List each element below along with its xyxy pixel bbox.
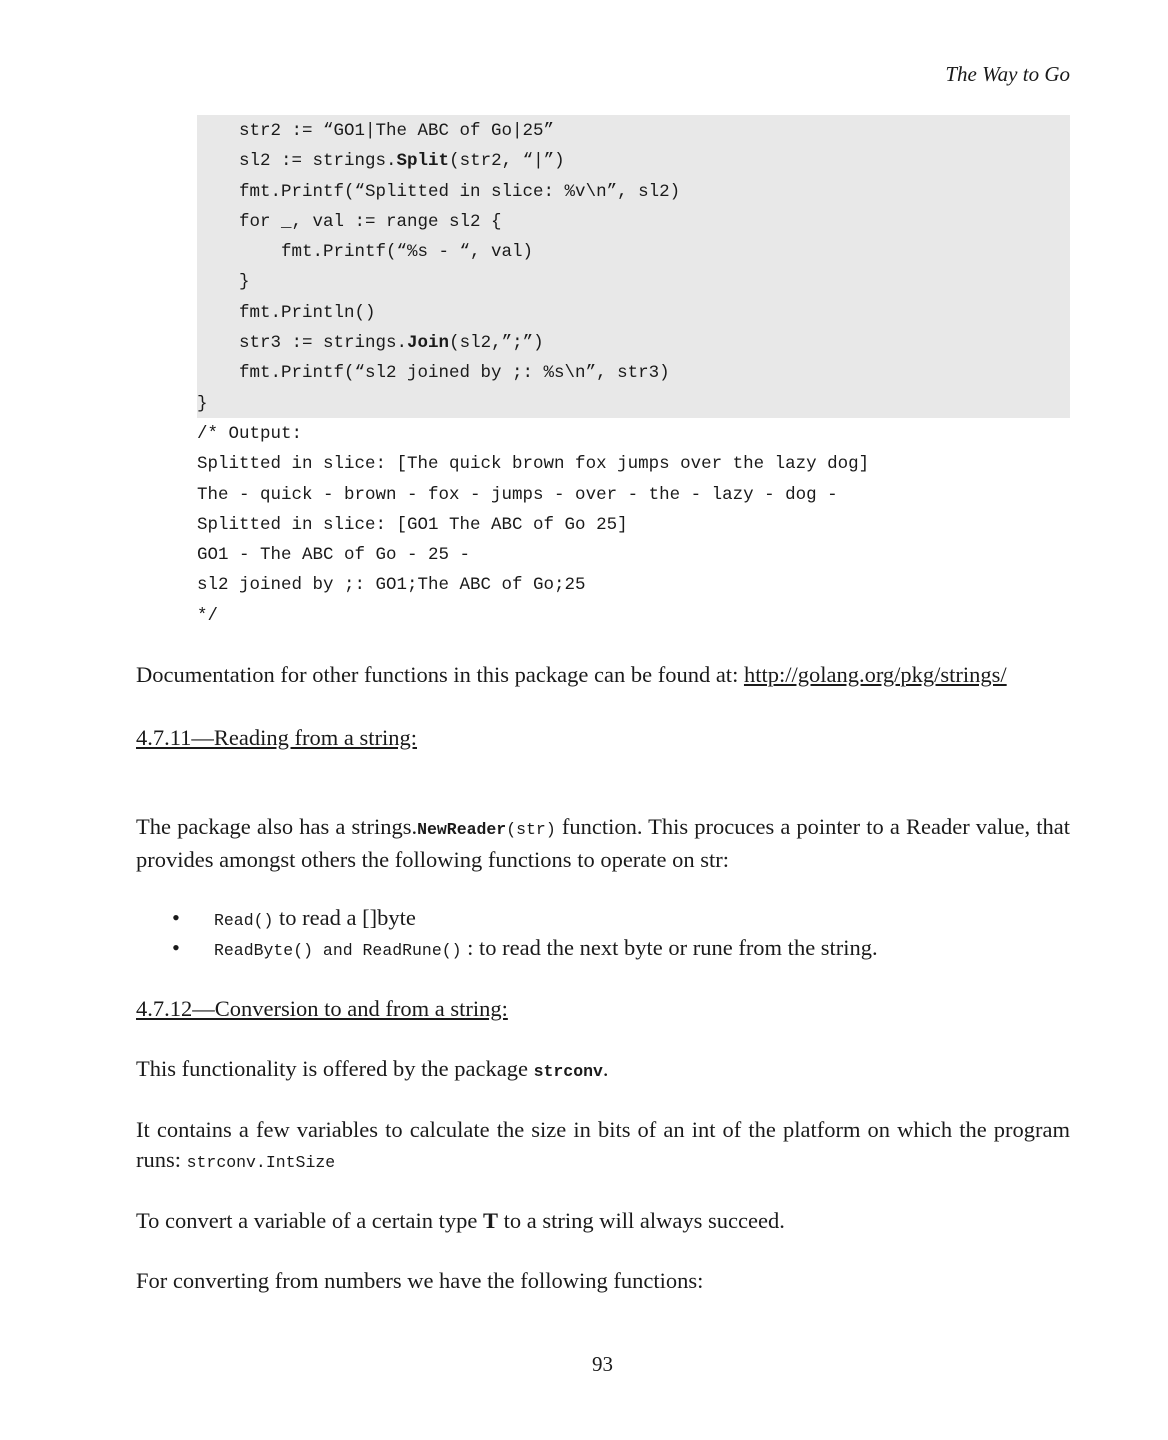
output-line: /* Output: [197,423,303,444]
output-line: Splitted in slice: [The quick brown fox jumps over the lazy dog] [197,454,870,475]
section-heading-4-7-12: 4.7.12—Conversion to and from a string: [136,996,508,1021]
output-line: The - quick - brown - fox - jumps - over - the - lazy - dog - [197,484,838,505]
bullet-icon: • [172,905,180,930]
code-block [197,116,869,631]
code-line: str2 := “GO1|The ABC of Go|25” [197,121,555,141]
code-line: } [197,393,208,414]
bullet-icon: • [172,935,180,960]
bullet-item: ReadByte() and ReadRune() : to read the next byte or rune from the string. [214,935,878,960]
code-line: fmt.Println() [197,302,376,323]
code-line: fmt.Printf(“Splitted in slice: %v\n”, sl2) [197,181,681,202]
intsize-paragraph: It contains a few variables to calculate the size in bits of an int of the platform on which the program runs: strconv.IntSize [136,1117,1070,1172]
strconv-paragraph: This functionality is offered by the package strconv. [136,1056,609,1081]
code-line: str3 := strings.Join(sl2,”;”) [197,333,544,354]
code-line: fmt.Printf(“%s - “, val) [197,242,534,263]
output-line: GO1 - The ABC of Go - 25 - [197,545,471,566]
page-number: 93 [592,1352,613,1376]
code-line: for _, val := range sl2 { [197,211,502,232]
code-line: } [197,272,250,293]
running-header: The Way to Go [945,62,1070,86]
numbers-paragraph: For converting from numbers we have the following functions: [136,1268,704,1293]
output-line: Splitted in slice: [GO1 The ABC of Go 25] [197,514,628,535]
golang-strings-link[interactable]: http://golang.org/pkg/strings/ [743,662,1007,687]
bullet-item: Read() to read a []byte [214,905,416,930]
documentation-paragraph: Documentation for other functions in this package can be found at: http://golang.org/pkg/strings/ [136,662,1007,687]
output-line: sl2 joined by ;: GO1;The ABC of Go;25 [197,575,586,596]
code-line: fmt.Printf(“sl2 joined by ;: %s\n”, str3) [197,363,670,384]
convert-paragraph: To convert a variable of a certain type T to a string will always succeed. [136,1208,785,1233]
code-line: sl2 := strings.Split(str2, “|”) [197,151,565,172]
section-heading-4-7-11: 4.7.11—Reading from a string: [136,725,417,750]
reader-paragraph: The package also has a strings.NewReader(str) function. This procuces a pointer to a Reader value, that provides amongst others the following functions to operate on str: [136,814,1070,872]
output-line: */ [197,605,219,626]
